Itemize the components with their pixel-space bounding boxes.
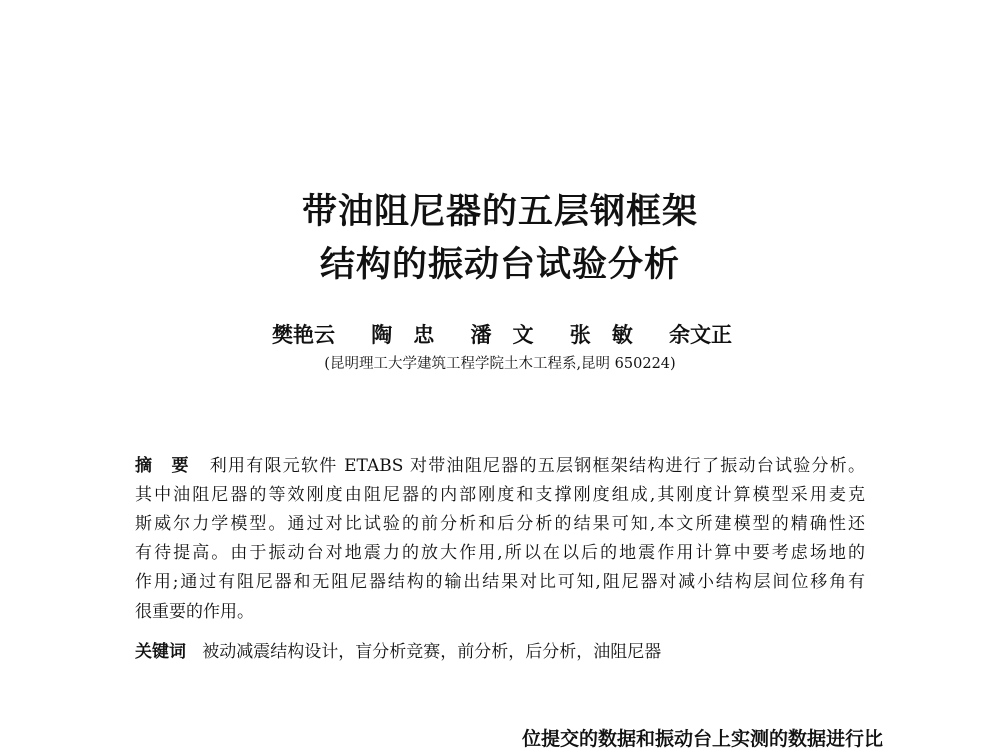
affiliation: (昆明理工大学建筑工程学院土木工程系,昆明 650224): [324, 356, 676, 372]
abstract-line: 作用;通过有阻尼器和无阻尼器结构的输出结果对比可知,阻尼器对减小结构层间位移角有: [135, 572, 865, 592]
author: 陶 忠: [371, 322, 435, 347]
abstract-line: [135, 451, 865, 476]
abstract-line: 有待提高。由于振动台对地震力的放大作用,所以在以后的地震作用计算中要考虑场地的: [135, 543, 865, 563]
keywords-text: 被动减震结构设计，盲分析竞赛，前分析，后分析，油阻尼器: [202, 642, 662, 662]
abstract-line: 斯威尔力学模型。通过对比试验的前分析和后分析的结果可知,本文所建模型的精确性还: [135, 514, 865, 534]
abstract-line: 很重要的作用。: [135, 602, 254, 622]
author: 樊艳云: [272, 322, 335, 347]
author: 余文正: [669, 322, 732, 347]
author: 张 敏: [569, 322, 633, 347]
abstract-text: 利用有限元软件 ETABS 对带油阻尼器的五层钢框架结构进行了振动台试验分析。: [209, 456, 865, 476]
paper-title-line-1: 带油阻尼器的五层钢框架: [301, 192, 698, 232]
abstract-line: 其中油阻尼器的等效刚度由阻尼器的内部刚度和支撑刚度组成,其刚度计算模型采用麦克: [135, 485, 865, 505]
body-text-fragment: 位提交的数据和振动台上实测的数据进行比: [522, 728, 884, 750]
keywords-label: 关键词: [135, 642, 186, 662]
abstract-label: 摘 要: [135, 456, 190, 476]
keywords: [135, 637, 661, 662]
author: 潘 文: [470, 322, 534, 347]
paper-title-line-2: 结构的振动台试验分析: [319, 245, 680, 285]
author-list: [272, 319, 732, 349]
